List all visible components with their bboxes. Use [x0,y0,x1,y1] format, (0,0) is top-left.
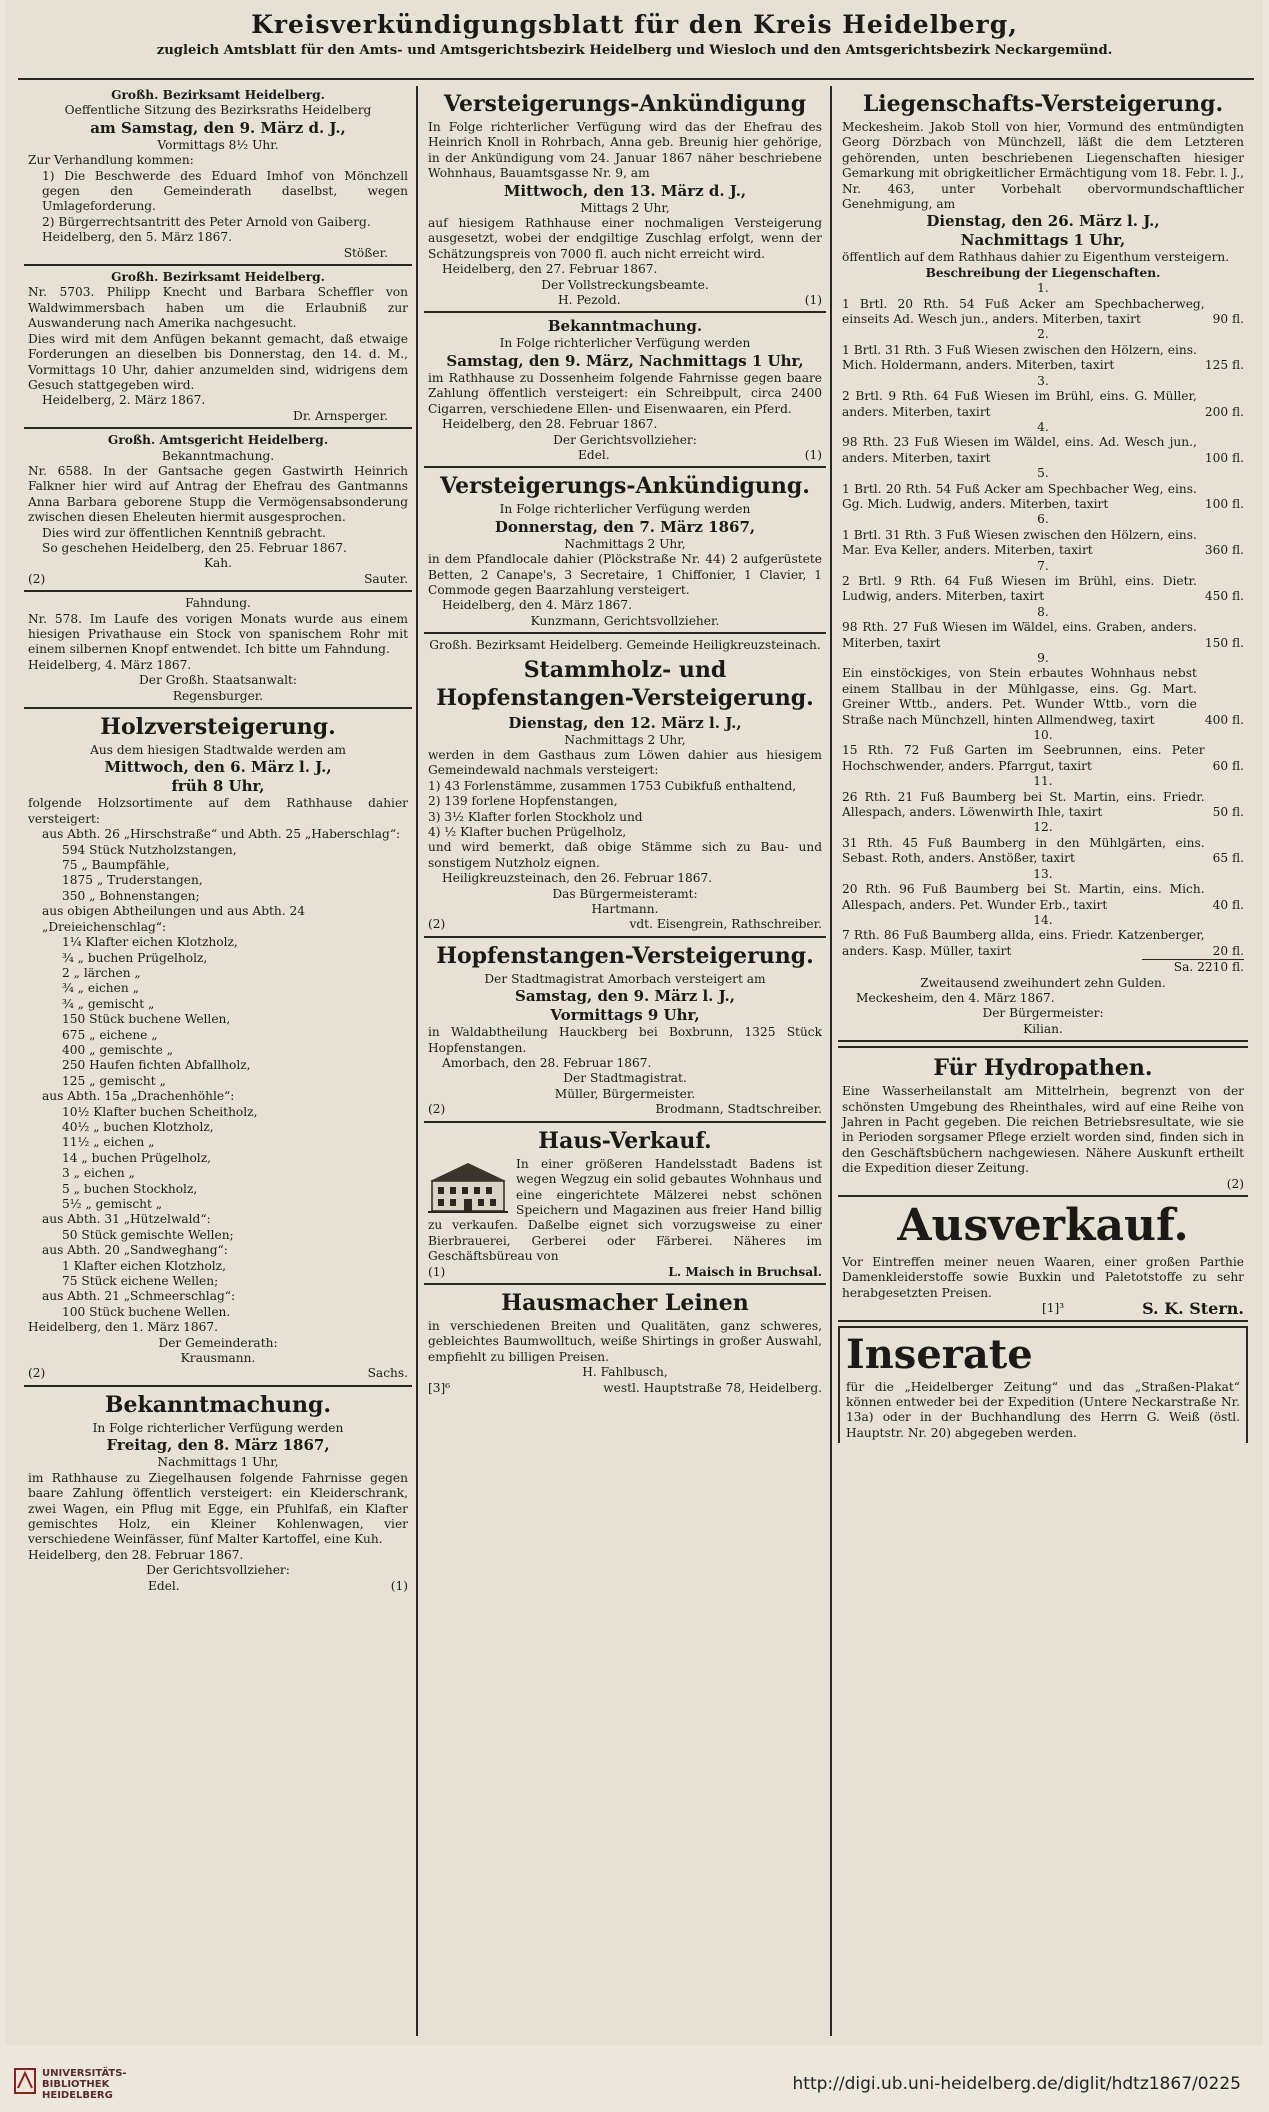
property-item-number: 12. [1033,820,1053,835]
property-price: 100 fl. [1204,496,1244,511]
library-name-line: BIBLIOTHEK [42,2079,110,2090]
notice-date: Dienstag, den 26. März l. J., [926,212,1160,231]
notice-office: Der Gerichtsvollzieher: [146,1563,290,1578]
property-price: 40 fl. [1212,897,1244,912]
notice-office: Das Bürgermeisteramt: [552,886,698,901]
notice-date: Dienstag, den 12. März l. J., [508,713,742,732]
notice-text: In Folge richterlicher Verfügung werden [499,502,751,517]
property-price: 360 fl. [1204,543,1244,558]
notice-versteigerung-pfandlocal [424,472,826,634]
notice-subtitle: Beschreibung der Liegenschaften. [925,265,1161,280]
notice-time: Vormittags 8½ Uhr. [157,137,279,152]
property-item-number: 8. [1037,604,1049,619]
property-item [842,620,1244,651]
newspaper-title: Kreisverkündigungsblatt für den Kreis Heidelberg, [251,10,1018,39]
list-item: 675 „ eichene „ [62,1027,158,1042]
section-label: aus Abth. 21 „Schmeerschlag“: [42,1289,236,1304]
notice-footer [28,1579,408,1594]
notice-footer [428,293,822,308]
notice-emigration [24,270,412,429]
notice-footer [428,917,822,932]
property-description: 1 Brtl. 31 Rth. 3 Fuß Wiesen zwischen den Hölzern, eins. Mich. Holdermann, anders. Miterben, taxirt [842,342,1197,373]
property-item [842,389,1244,420]
notice-place-date: So geschehen Heidelberg, den 25. Februar 1867. [42,540,347,555]
notice-text: Nr. 5703. Philipp Knecht und Barbara Scheffler von Waldwimmersbach haben um die Erlaubniß zur Auswanderung nach Amerika nachgesucht. [28,285,408,331]
notice-place-date: Heidelberg, den 28. Februar 1867. [442,417,658,432]
library-name-line: UNIVERSITÄTS- [42,2068,127,2079]
notice-text: 1) Die Beschwerde des Eduard Imhof von Mönchzell gegen den Gemeinderath daselbst, wegen Umlageforderung. [42,168,408,214]
notice-number: (2) [428,917,446,932]
notice-signature: Kunzmann, Gerichtsvollzieher. [530,613,720,628]
property-list [842,281,1244,959]
notice-text: im Rathhause zu Ziegelhausen folgende Fahrnisse gegen baare Zahlung öffentlich versteigert: ein Kleiderschrank, zwei Wagen, ein Pflug mit Egge, ein Pfuhlfaß, ein Klafter gemischtes Holz, ein Kleiner Kohlenwagen, vier verschiedene Weinfässer, fünf Malter Kartoffel, eine Kuh. [28,1470,408,1547]
list-item: ¾ „ eichen „ [62,981,139,996]
notice-date: Donnerstag, den 7. März 1867, [494,517,756,536]
notice-heading: Versteigerungs-Ankündigung. [440,473,810,500]
property-item [842,343,1244,374]
section-label: aus Abth. 20 „Sandweghang“: [42,1243,228,1258]
property-description: 7 Rth. 86 Fuß Baumberg allda, eins. Friedr. Katzenberger, anders. Kasp. Müller, taxirt [842,928,1205,958]
column-divider-1 [416,86,418,2036]
notice-office: Großh. Bezirksamt Heidelberg. [111,88,325,102]
notice-text: im Rathhause zu Dossenheim folgende Fahrnisse gegen baare Zahlung öffentlich versteigert: ein Schreibpult, circa 2400 Cigarren, verschiedene Ellen- und Eisenwaaren, ein Pferd. [428,370,822,416]
section-label: aus Abth. 31 „Hützelwald“: [42,1212,211,1227]
notice-signature: Edel. [578,447,610,462]
notice-signature: Sauter. [364,571,408,586]
property-item-number: 4. [1037,419,1049,434]
notice-line: Oeffentliche Sitzung des Bezirksraths Heidelberg [64,103,372,118]
notice-text: Nr. 6588. In der Gantsache gegen Gastwirth Heinrich Falkner hier wird auf Antrag der Ehefrau des Gantmanns Anna Barbara geborene Stupp die Vermögensabsonderung zwischen diesen Eheleuten hiermit ausgesprochen. [28,463,408,525]
notice-number: (1) [804,293,822,308]
property-description: 20 Rth. 96 Fuß Baumberg bei St. Martin, eins. Mich. Allespach, anders. Pet. Wunder Erb., taxirt [842,882,1205,912]
list-item: 5 „ buchen Stockholz, [62,1181,198,1196]
notice-heading: Hopfenstangen-Versteigerung. [436,942,814,969]
ad-number: [3]⁶ [428,1380,451,1395]
ad-footer [428,1381,822,1396]
notice-signature: Stößer. [343,245,388,260]
notice-place-date: Heiligkreuzsteinach, den 26. Februar 1867. [442,871,713,886]
property-item [842,574,1244,605]
notice-time: Nachmittags 2 Uhr, [564,536,686,551]
property-item-number: 5. [1037,466,1049,481]
notice-heading: Bekanntmachung. [104,1391,332,1418]
notice-text: Der Stadtmagistrat Amorbach versteigert am [484,971,766,986]
list-item: ¾ „ gemischt „ [62,996,155,1011]
property-description: 26 Rth. 21 Fuß Baumberg bei St. Martin, eins. Friedr. Allespach, anders. Löwenwirth Ihle, taxirt [842,789,1205,820]
notice-text: Meckesheim. Jakob Stoll von hier, Vormund des entmündigten Georg Dörzbach von Münchzell, läßt die dem Letzteren gehörenden, unten beschriebenen Liegenschaften hiesiger Gemarkung mit obrigkeitlicher Ermächtigung vom 18. Febr. l. J., Nr. 463, unter Vorbehalt obervormundschaftlicher Genehmigung, am [842,120,1244,212]
notice-bezirksrath-session [24,88,412,266]
library-name-line: HEIDELBERG [42,2090,113,2101]
ad-address: westl. Hauptstraße 78, Heidelberg. [603,1380,822,1395]
property-description: 15 Rth. 72 Fuß Garten im Seebrunnen, eins. Peter Hochschwender, anders. Pfarrgut, taxirt [842,743,1205,773]
property-price: 90 fl. [1212,312,1244,327]
notice-place-date: Amorbach, den 28. Februar 1867. [442,1056,652,1071]
notice-text: Dies wird mit dem Anfügen bekannt gemacht, daß etwaige Forderungen an dieselben bis Donnerstag, den 14. d. M., Vormittags 10 Uhr, dahier anzumelden sind, widrigens dem Gesuch stattgegeben wird. [28,331,408,392]
notice-time: früh 8 Uhr, [171,777,265,796]
notice-text: In Folge richterlicher Verfügung werden [499,336,751,351]
ad-hydropathen [838,1046,1248,1197]
ad-text: in verschiedenen Breiten und Qualitäten, ganz schweres, gebleichtes Baumwolltuch, weiße Shirtings in großer Auswahl, empfiehlt zu billigen Preisen. [428,1318,822,1364]
property-item-number: 14. [1033,912,1053,927]
notice-date: Samstag, den 9. März l. J., [515,987,735,1006]
property-item-number: 10. [1033,728,1053,743]
ad-heading: Hausmacher Leinen [501,1289,749,1316]
university-library-logo-icon [14,2068,36,2094]
notice-place-date: Heidelberg, den 5. März 1867. [42,230,233,245]
property-description: 2 Brtl. 9 Rth. 64 Fuß Wiesen im Brühl, eins. Dietr. Ludwig, anders. Miterben, taxirt [842,573,1197,604]
notice-number: (1) [804,447,822,462]
notice-text: und wird bemerkt, daß obige Stämme sich zu Bau- und sonstigem Nutzholz eignen. [428,840,822,870]
notice-fahndung [24,596,412,709]
list-item: 2) 139 forlene Hopfenstangen, [428,794,618,809]
list-item: 594 Stück Nutzholzstangen, [62,842,237,857]
notice-place-date: Heidelberg, den 1. März 1867. [28,1320,219,1335]
list-item: 75 „ Baumpfähle, [62,858,170,873]
notice-date: am Samstag, den 9. März d. J., [90,118,346,137]
list-item: 125 „ gemischt „ [62,1073,166,1088]
property-sum-words: Zweitausend zweihundert zehn Gulden. [920,975,1166,990]
notice-text: In Folge richterlicher Verfügung werden [92,1420,344,1435]
notice-place-date: Meckesheim, den 4. März 1867. [856,990,1055,1005]
property-item-number: 6. [1037,512,1049,527]
notice-bankruptcy [24,433,412,592]
ad-footer [428,1265,822,1280]
property-price: 450 fl. [1204,589,1244,604]
notice-time: Nachmittags 1 Uhr, [157,1455,279,1470]
notice-date: Samstag, den 9. März, Nachmittags 1 Uhr, [446,351,804,370]
notice-office: Großh. Bezirksamt Heidelberg. Gemeinde Heiligkreuzsteinach. [429,638,821,653]
property-item [842,297,1244,328]
notice-office: Der Gemeinderath: [158,1335,278,1350]
list-item: 150 Stück buchene Wellen, [62,1012,231,1027]
notice-signature: Brodmann, Stadtschreiber. [655,1102,822,1117]
list-item: 3) 3½ Klafter forlen Stockholz und [428,809,643,824]
notice-liegenschafts-versteigerung [838,90,1248,1042]
notice-text: in dem Pfandlocale dahier (Plöckstraße Nr. 44) 2 aufgerüstete Betten, 2 Canape's, 3 Secretaire, 1 Chiffonier, 1 Clavier, 1 Commode gegen Baarzahlung versteigert. [428,552,822,597]
notice-place-date: Heidelberg, 2. März 1867. [42,393,206,408]
list-item: 250 Haufen fichten Abfallholz, [62,1058,251,1073]
notice-heading: Versteigerungs-Ankündigung [443,91,807,117]
property-price: 100 fl. [1204,450,1244,465]
notice-office: Der Vollstreckungsbeamte. [541,277,709,292]
house-illustration-icon [428,1159,508,1215]
notice-signature: vdt. Eisengrein, Rathschreiber. [629,917,822,932]
notice-signature: Kilian. [1023,1021,1063,1036]
notice-time: Nachmittags 2 Uhr, [564,732,686,747]
column-3 [838,88,1248,2043]
notice-heading: Stammholz- und Hopfenstangen-Versteigerung. [436,656,814,711]
notice-number: (2) [28,1366,46,1381]
ad-signature: L. Maisch in Bruchsal. [668,1264,822,1279]
ad-heading: Ausverkauf. [897,1200,1189,1251]
notice-text: Dies wird zur öffentlichen Kenntniß gebracht. [42,525,326,540]
list-item: 100 Stück buchene Wellen. [62,1304,231,1319]
list-item: 350 „ Bohnenstangen; [62,888,200,903]
property-description: 31 Rth. 45 Fuß Baumberg in den Mühlgärten, eins. Sebast. Roth, anders. Anstößer, taxirt [842,835,1205,866]
ad-heading: Für Hydropathen. [933,1055,1153,1082]
property-item [842,928,1244,959]
property-item [842,790,1244,821]
list-item: 75 Stück eichene Wellen; [62,1274,219,1289]
property-sum: Sa. 2210 fl. [1142,959,1244,975]
property-description: 1 Brtl. 20 Rth. 54 Fuß Acker am Spechbacher Weg, eins. Gg. Mich. Ludwig, anders. Miterben, taxirt [842,481,1197,511]
ad-number: (1) [428,1264,446,1279]
property-item-number: 13. [1033,866,1053,881]
list-item: 400 „ gemischte „ [62,1042,174,1057]
ad-text: für die „Heidelberger Zeitung“ und das „Straßen-Plakat“ können entweder bei der Expedition (Untere Neckarstraße Nr. 13a) oder in der Buchhandlung des Herrn G. Weiß (östl. Hauptstr. Nr. 20) abgegeben werden. [846,1379,1240,1440]
list-item: 3 „ eichen „ [62,1166,135,1181]
ad-ausverkauf [838,1201,1248,1322]
property-item-number: 1. [1037,281,1049,296]
notice-text: werden in dem Gasthaus zum Löwen dahier aus hiesigem Gemeindewald nachmals versteigert: [428,747,822,778]
notice-number: (2) [428,1102,446,1117]
notice-signature: Hartmann. [591,902,659,917]
ad-number: [1]³ [1042,1301,1065,1316]
notice-stammholz [424,638,826,938]
notice-office: Der Bürgermeister: [982,1006,1104,1021]
notice-footer [428,1102,822,1117]
ad-signature: S. K. Stern. [1142,1299,1244,1319]
notice-office: Der Stadtmagistrat. [563,1071,687,1086]
property-price: 50 fl. [1212,805,1244,820]
notice-versteigerung-knoll [424,90,826,313]
list-item: 5½ „ gemischt „ [62,1197,163,1211]
notice-office: Großh. Bezirksamt Heidelberg. [111,270,325,285]
list-item: 1875 „ Truderstangen, [62,873,203,888]
property-item [842,435,1244,466]
property-item [842,836,1244,867]
notice-place-date: Heidelberg, 4. März 1867. [28,657,192,672]
column-2 [424,88,826,2043]
notice-text: in Waldabtheilung Hauckberg bei Boxbrunn, 1325 Stück Hopfenstangen. [428,1025,822,1055]
property-price: 65 fl. [1212,851,1244,866]
notice-signature: Regensburger. [172,688,264,703]
ad-heading: Haus-Verkauf. [538,1127,712,1154]
property-description: 2 Brtl. 9 Rth. 64 Fuß Wiesen im Brühl, eins. G. Müller, anders. Miterben, taxirt [842,389,1197,419]
notice-date: Mittwoch, den 13. März d. J., [503,181,747,200]
property-item-number: 3. [1037,373,1049,388]
list-item: 1 Klafter eichen Klotzholz, [62,1258,226,1273]
notice-bekanntmachung-ziegelhausen [24,1391,412,1597]
list-item: 14 „ buchen Prügelholz, [62,1150,211,1165]
notice-heading: Holzversteigerung. [100,714,336,741]
notice-time: Mittags 2 Uhr, [580,200,670,215]
notice-place-date: Heidelberg, den 4. März 1867. [442,598,633,613]
notice-footer [28,1366,408,1381]
property-price: 150 fl. [1204,635,1244,650]
notice-signature: Müller, Bürgermeister. [554,1086,696,1101]
property-item [842,482,1244,513]
ad-footer [842,1299,1244,1319]
masthead [6,0,1263,72]
notice-text: Nr. 578. Im Laufe des vorigen Monats wurde aus einem hiesigen Privathause ein Stock von spanischem Rohr mit einem silbernen Knopf entwendet. Ich bitte um Fahndung. [28,611,408,657]
section-label: aus obigen Abtheilungen und aus Abth. 24 „Dreieichenschlag“: [42,904,306,934]
property-item [842,528,1244,559]
ad-hausmacher-leinen [424,1289,826,1399]
column-divider-2 [830,86,832,2036]
section-label: aus Abth. 26 „Hirschstraße“ und Abth. 25 „Haberschlag“: [42,827,401,842]
notice-office: Großh. Amtsgericht Heidelberg. [107,433,329,448]
notice-text: Aus dem hiesigen Stadtwalde werden am [90,743,346,758]
library-name [42,2068,127,2101]
notice-text: In Folge richterlicher Verfügung wird das der Ehefrau des Heinrich Knoll in Rohrbach, Anna geb. Breunig hier gehörige, in der Ankündigung vom 24. Januar 1867 näher beschriebene Wohnhaus, Bauamtsgasse Nr. 9, am [428,120,822,181]
column-1 [24,88,412,2043]
notice-text: auf hiesigem Rathhause einer nochmaligen Versteigerung ausgesetzt, wobei der endgiltige Zuschlag erfolgt, wenn der Schätzungspreis von 7000 fl. auch nicht erreicht wird. [428,216,822,261]
notice-date: Freitag, den 8. März 1867, [106,1436,330,1455]
notice-number: (2) [28,571,46,586]
property-price: 60 fl. [1212,758,1244,773]
notice-time: Vormittags 9 Uhr, [550,1006,700,1025]
list-item: 1¼ Klafter eichen Klotzholz, [62,935,238,950]
ad-text: Eine Wasserheilanstalt am Mittelrhein, begrenzt von der schönsten Umgebung des Rheinthales, wird auf eine Reihe von Jahren in Pacht gegeben. Die reichen Betriebsresultate, wie sie in Perioden sorgsamer Pflege erzielt worden sind, finden sich in den Geschäftsbüchern nachgewiesen. Nähere Auskunft ertheilt die Expedition dieser Zeitung. [842,1084,1244,1176]
ad-signature: H. Fahlbusch, [582,1365,668,1380]
section-label: aus Abth. 15a „Drachenhöhle“: [42,1089,235,1104]
list-item: 4) ½ Klafter buchen Prügelholz, [428,825,627,839]
notice-footer [428,448,822,463]
notice-signature: Kah. [203,556,233,571]
property-item-number: 9. [1037,651,1049,665]
notice-bekanntmachung-dossenheim [424,317,826,468]
notice-place-date: Heidelberg, den 27. Februar 1867. [442,262,658,277]
ad-text: Vor Eintreffen meiner neuen Waaren, einer großen Parthie Damenkleiderstoffe sowie Buxkin und Paletotstoffe zu sehr herabgesetzten Preisen. [842,1255,1244,1300]
property-description: 1 Brtl. 20 Rth. 54 Fuß Acker am Spechbacherweg, einseits Ad. Wesch jun., anders. Miterben, taxirt [842,296,1205,327]
notice-holzversteigerung [24,713,412,1387]
notice-number: (1) [390,1578,408,1593]
ad-number: (2) [1226,1176,1244,1191]
property-description: 98 Rth. 23 Fuß Wiesen im Wäldel, eins. Ad. Wesch jun., anders. Miterben, taxirt [842,435,1197,465]
ad-text: In einer größeren Handelsstadt Badens ist wegen Wegzug ein solid gebautes Wohnhaus und eine eingerichtete Mälzerei nebst schönen Speichern und Magazinen aus freier Hand billig zu verkaufen. Daßelbe eignet sich vorzugsweise zu einer Bierbrauerei, Gerberei oder Färberei. Näheres im Geschäftsbüreau von [428,1156,822,1264]
property-description: 98 Rth. 27 Fuß Wiesen im Wäldel, eins. Graben, anders. Miterben, taxirt [842,620,1197,650]
notice-footer [28,572,408,587]
ad-heading: Inserate [846,1330,1033,1378]
property-price: 125 fl. [1204,358,1244,373]
property-price: 200 fl. [1204,404,1244,419]
source-url[interactable]: http://digi.ub.uni-heidelberg.de/diglit/hdtz1867/0225 [792,2074,1241,2094]
property-item-number: 11. [1033,774,1053,789]
header-rule [18,78,1254,80]
property-item-number: 7. [1037,558,1049,573]
notice-heading: Fahndung. [185,596,251,611]
list-item: 40½ „ buchen Klotzholz, [62,1119,214,1134]
list-item: 10½ Klafter buchen Scheitholz, [62,1104,258,1119]
notice-office: Der Großh. Staatsanwalt: [139,673,297,688]
ad-inserate [838,1326,1248,1444]
property-price: 400 fl. [1204,712,1244,727]
list-item: 11½ „ eichen „ [62,1135,155,1150]
notice-signature: Sachs. [367,1366,408,1381]
notice-signature: Edel. [148,1578,180,1593]
notice-date: Mittwoch, den 6. März l. J., [104,758,332,777]
property-item [842,743,1244,774]
notice-text: Zur Verhandlung kommen: [28,153,194,168]
notice-signature: H. Pezold. [558,293,621,308]
list-item: 1) 43 Forlenstämme, zusammen 1753 Cubikfuß enthaltend, [428,778,797,793]
list-item: 50 Stück gemischte Wellen; [62,1227,234,1242]
notice-place-date: Heidelberg, den 28. Februar 1867. [28,1547,244,1562]
notice-subtitle: Bekanntmachung. [161,448,275,463]
notice-hopfenstangen [424,942,826,1123]
notice-text: folgende Holzsortimente auf dem Rathhause dahier versteigert: [28,796,408,826]
property-description: 1 Brtl. 31 Rth. 3 Fuß Wiesen zwischen den Hölzern, eins. Mar. Eva Keller, anders. Miterben, taxirt [842,527,1197,558]
ad-haus-verkauf [424,1127,826,1285]
property-description: Ein einstöckiges, von Stein erbautes Wohnhaus nebst einem Stallbau in der Mühlgasse, eins. Gg. Mart. Greiner Wttb., anders. Pet. Wunder Wttb., vorn die Straße nach Münchzell, hinten Allmendweg, taxirt [842,666,1197,727]
notice-time: Nachmittags 1 Uhr, [960,231,1126,250]
notice-text: 2) Bürgerrechtsantritt des Peter Arnold von Gaiberg. [42,214,371,229]
property-price: 20 fl. [1212,943,1244,958]
newspaper-subtitle: zugleich Amtsblatt für den Amts- und Amtsgerichtsbezirk Heidelberg und Wiesloch und den Amtsgerichtsbezirk Neckargemünd. [156,43,1113,58]
notice-heading: Bekanntmachung. [547,317,703,336]
list-item: ¾ „ buchen Prügelholz, [62,950,208,965]
list-item: 2 „ lärchen „ [62,965,141,980]
newspaper-page [6,0,1263,2045]
notice-signature: Dr. Arnsperger. [293,408,388,423]
notice-signature: Krausmann. [180,1351,256,1366]
property-item [842,666,1244,728]
notice-office: Der Gerichtsvollzieher: [553,432,697,447]
notice-heading: Liegenschafts-Versteigerung. [862,91,1224,117]
property-item [842,882,1244,913]
property-item-number: 2. [1037,327,1049,342]
notice-text: öffentlich auf dem Rathhaus dahier zu Eigenthum versteigern. [842,250,1230,265]
